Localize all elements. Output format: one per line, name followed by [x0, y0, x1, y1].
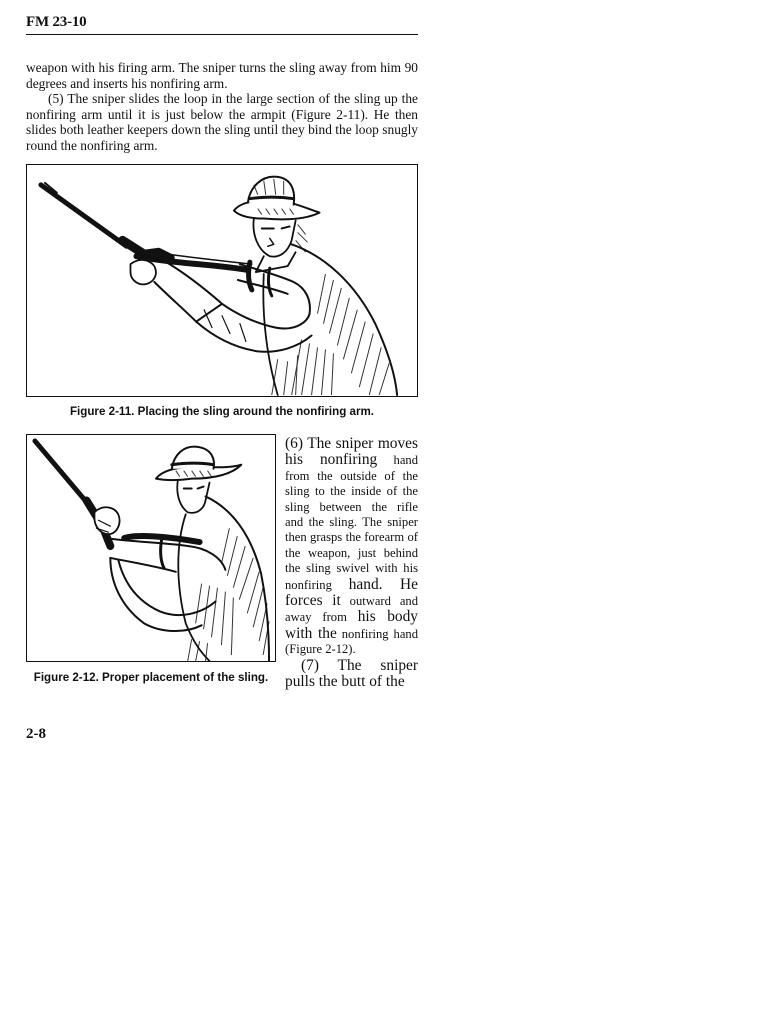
figure-2-12-illustration [26, 434, 276, 662]
paragraph-6-lead: (6) The sniper moves his nonfiring [285, 435, 418, 469]
sniper-sling-placement-drawing [27, 435, 275, 661]
figure-2-11-illustration [26, 164, 418, 397]
paragraph-7: (7) The sniper pulls the butt of the [285, 656, 418, 691]
paragraph-6-big2: his body with the [285, 608, 419, 642]
page-number: 2-8 [26, 726, 46, 742]
paragraph-6-big: hand. He forces it [285, 575, 418, 610]
figure-2-11-caption: Figure 2-11. Placing the sling around the nonfiring arm. [69, 405, 375, 418]
side-text-column [285, 436, 418, 691]
manual-id: FM 23-10 [26, 14, 87, 30]
paragraph-6-mid: outward and away from [285, 594, 419, 625]
intro-text [26, 60, 418, 154]
paragraph-5: (5) The sniper slides the loop in the large section of the sling up the nonfiring arm until it is just below the armpit (Figure 2-11). He then slides both leather keepers down the sling until they bind the loop snugly round the nonfiring arm. [26, 91, 418, 153]
figure-2-12-caption: Figure 2-12. Proper placement of the sling. [33, 671, 269, 684]
sniper-sling-arm-drawing [27, 165, 417, 396]
paragraph-6-rest: hand from the outside of the sling to the inside of the sling between the rifle and the sling. The sniper then grasps the forearm of the weapon, just behind the sling swivel with his nonfiring [285, 453, 418, 592]
paragraph-intro: weapon with his firing arm. The sniper turns the sling away from him 90 degrees and inserts his nonfiring arm. [26, 60, 418, 91]
header-rule [26, 34, 418, 35]
paragraph-6-end: nonfiring hand (Figure 2-12). [285, 626, 419, 657]
